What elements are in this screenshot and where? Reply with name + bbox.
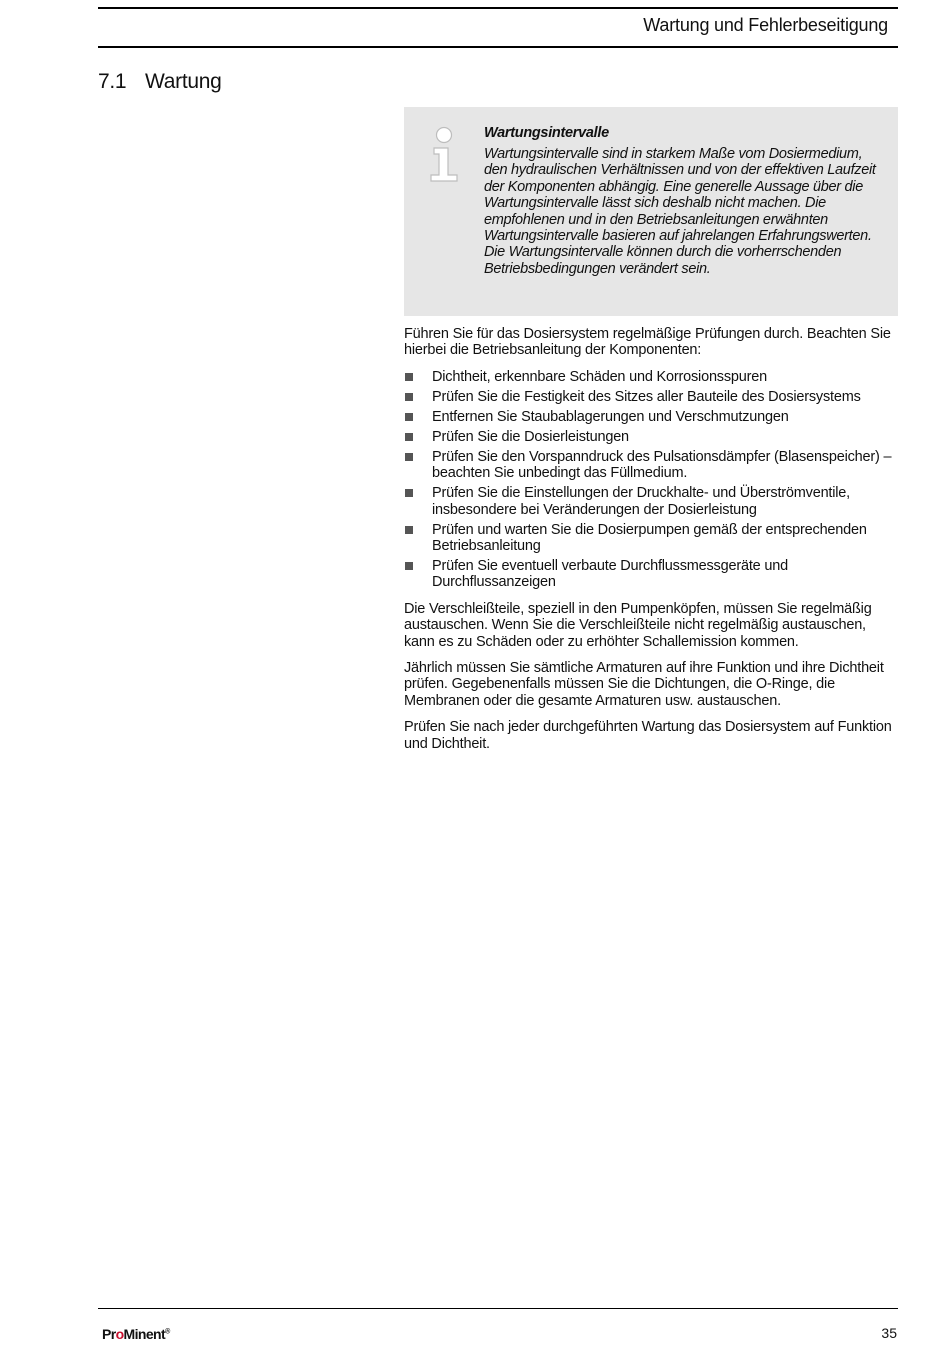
list-item: Prüfen Sie die Einstellungen der Druckhalte- und Überströmventile, insbesondere bei Veränderungen der Dosierleistung bbox=[404, 485, 900, 518]
body-text bbox=[404, 326, 900, 762]
list-item: Entfernen Sie Staubablagerungen und Verschmutzungen bbox=[404, 409, 900, 425]
section-heading bbox=[98, 70, 222, 94]
fittings-paragraph: Jährlich müssen Sie sämtliche Armaturen auf ihre Funktion und ihre Dichtheit prüfen. Gegebenenfalls müssen Sie die Dichtungen, die O-Ringe, die Membranen oder die gesamte Armaturen usw. austauschen. bbox=[404, 660, 884, 709]
section-number: 7.1 bbox=[98, 70, 127, 93]
list-item: Prüfen Sie den Vorspanndruck des Pulsationsdämpfer (Blasenspeicher) – beachten Sie unbedingt das Füllmedium. bbox=[404, 449, 900, 482]
info-title: Wartungsintervalle bbox=[484, 125, 609, 141]
page-number: 35 bbox=[881, 1325, 897, 1341]
intro-paragraph: Führen Sie für das Dosiersystem regelmäßige Prüfungen durch. Beachten Sie hierbei die Betriebsanleitung der Komponenten: bbox=[404, 326, 891, 359]
header-bottom-rule bbox=[98, 46, 898, 48]
list-item: Prüfen und warten Sie die Dosierpumpen gemäß der entsprechenden Betriebsanleitung bbox=[404, 522, 900, 555]
header-top-rule bbox=[98, 7, 898, 9]
info-box bbox=[404, 107, 898, 316]
list-item: Prüfen Sie die Festigkeit des Sitzes aller Bauteile des Dosiersystems bbox=[404, 389, 900, 405]
footer-rule bbox=[98, 1308, 898, 1309]
chapter-title: Wartung und Fehlerbeseitigung bbox=[643, 15, 888, 35]
info-icon bbox=[426, 125, 462, 185]
final-paragraph: Prüfen Sie nach jeder durchgeführten Wartung das Dosiersystem auf Funktion und Dichtheit. bbox=[404, 719, 892, 752]
brand-logo: ProMinent® bbox=[102, 1326, 170, 1342]
checklist bbox=[404, 369, 900, 591]
list-item: Prüfen Sie die Dosierleistungen bbox=[404, 429, 900, 445]
list-item: Dichtheit, erkennbare Schäden und Korrosionsspuren bbox=[404, 369, 900, 385]
list-item: Prüfen Sie eventuell verbaute Durchflussmessgeräte und Durchflussanzeigen bbox=[404, 558, 900, 591]
wear-parts-paragraph: Die Verschleißteile, speziell in den Pumpenköpfen, müssen Sie regelmäßig austauschen. Wenn Sie die Verschleißteile nicht regelmäßig austauschen, kann es zu Schäden oder zu erhöhter Schallemission kommen. bbox=[404, 600, 872, 650]
info-text: Wartungsintervalle sind in starkem Maße vom Dosiermedium, den hydraulischen Verhältnissen und von der effektiven Laufzeit der Komponenten abhängig. Eine generelle Aussage über die Wartungsintervalle lässt sich deshalb nicht machen. Die empfohlenen und in den Betriebsanleitungen erwähnten Wartungsintervalle basieren auf jahrelangen Erfahrungswerten. Die Wartungsintervalle können durch die vorherrschenden Betriebsbedingungen verändert sein. bbox=[484, 146, 876, 277]
section-title: Wartung bbox=[145, 70, 222, 93]
